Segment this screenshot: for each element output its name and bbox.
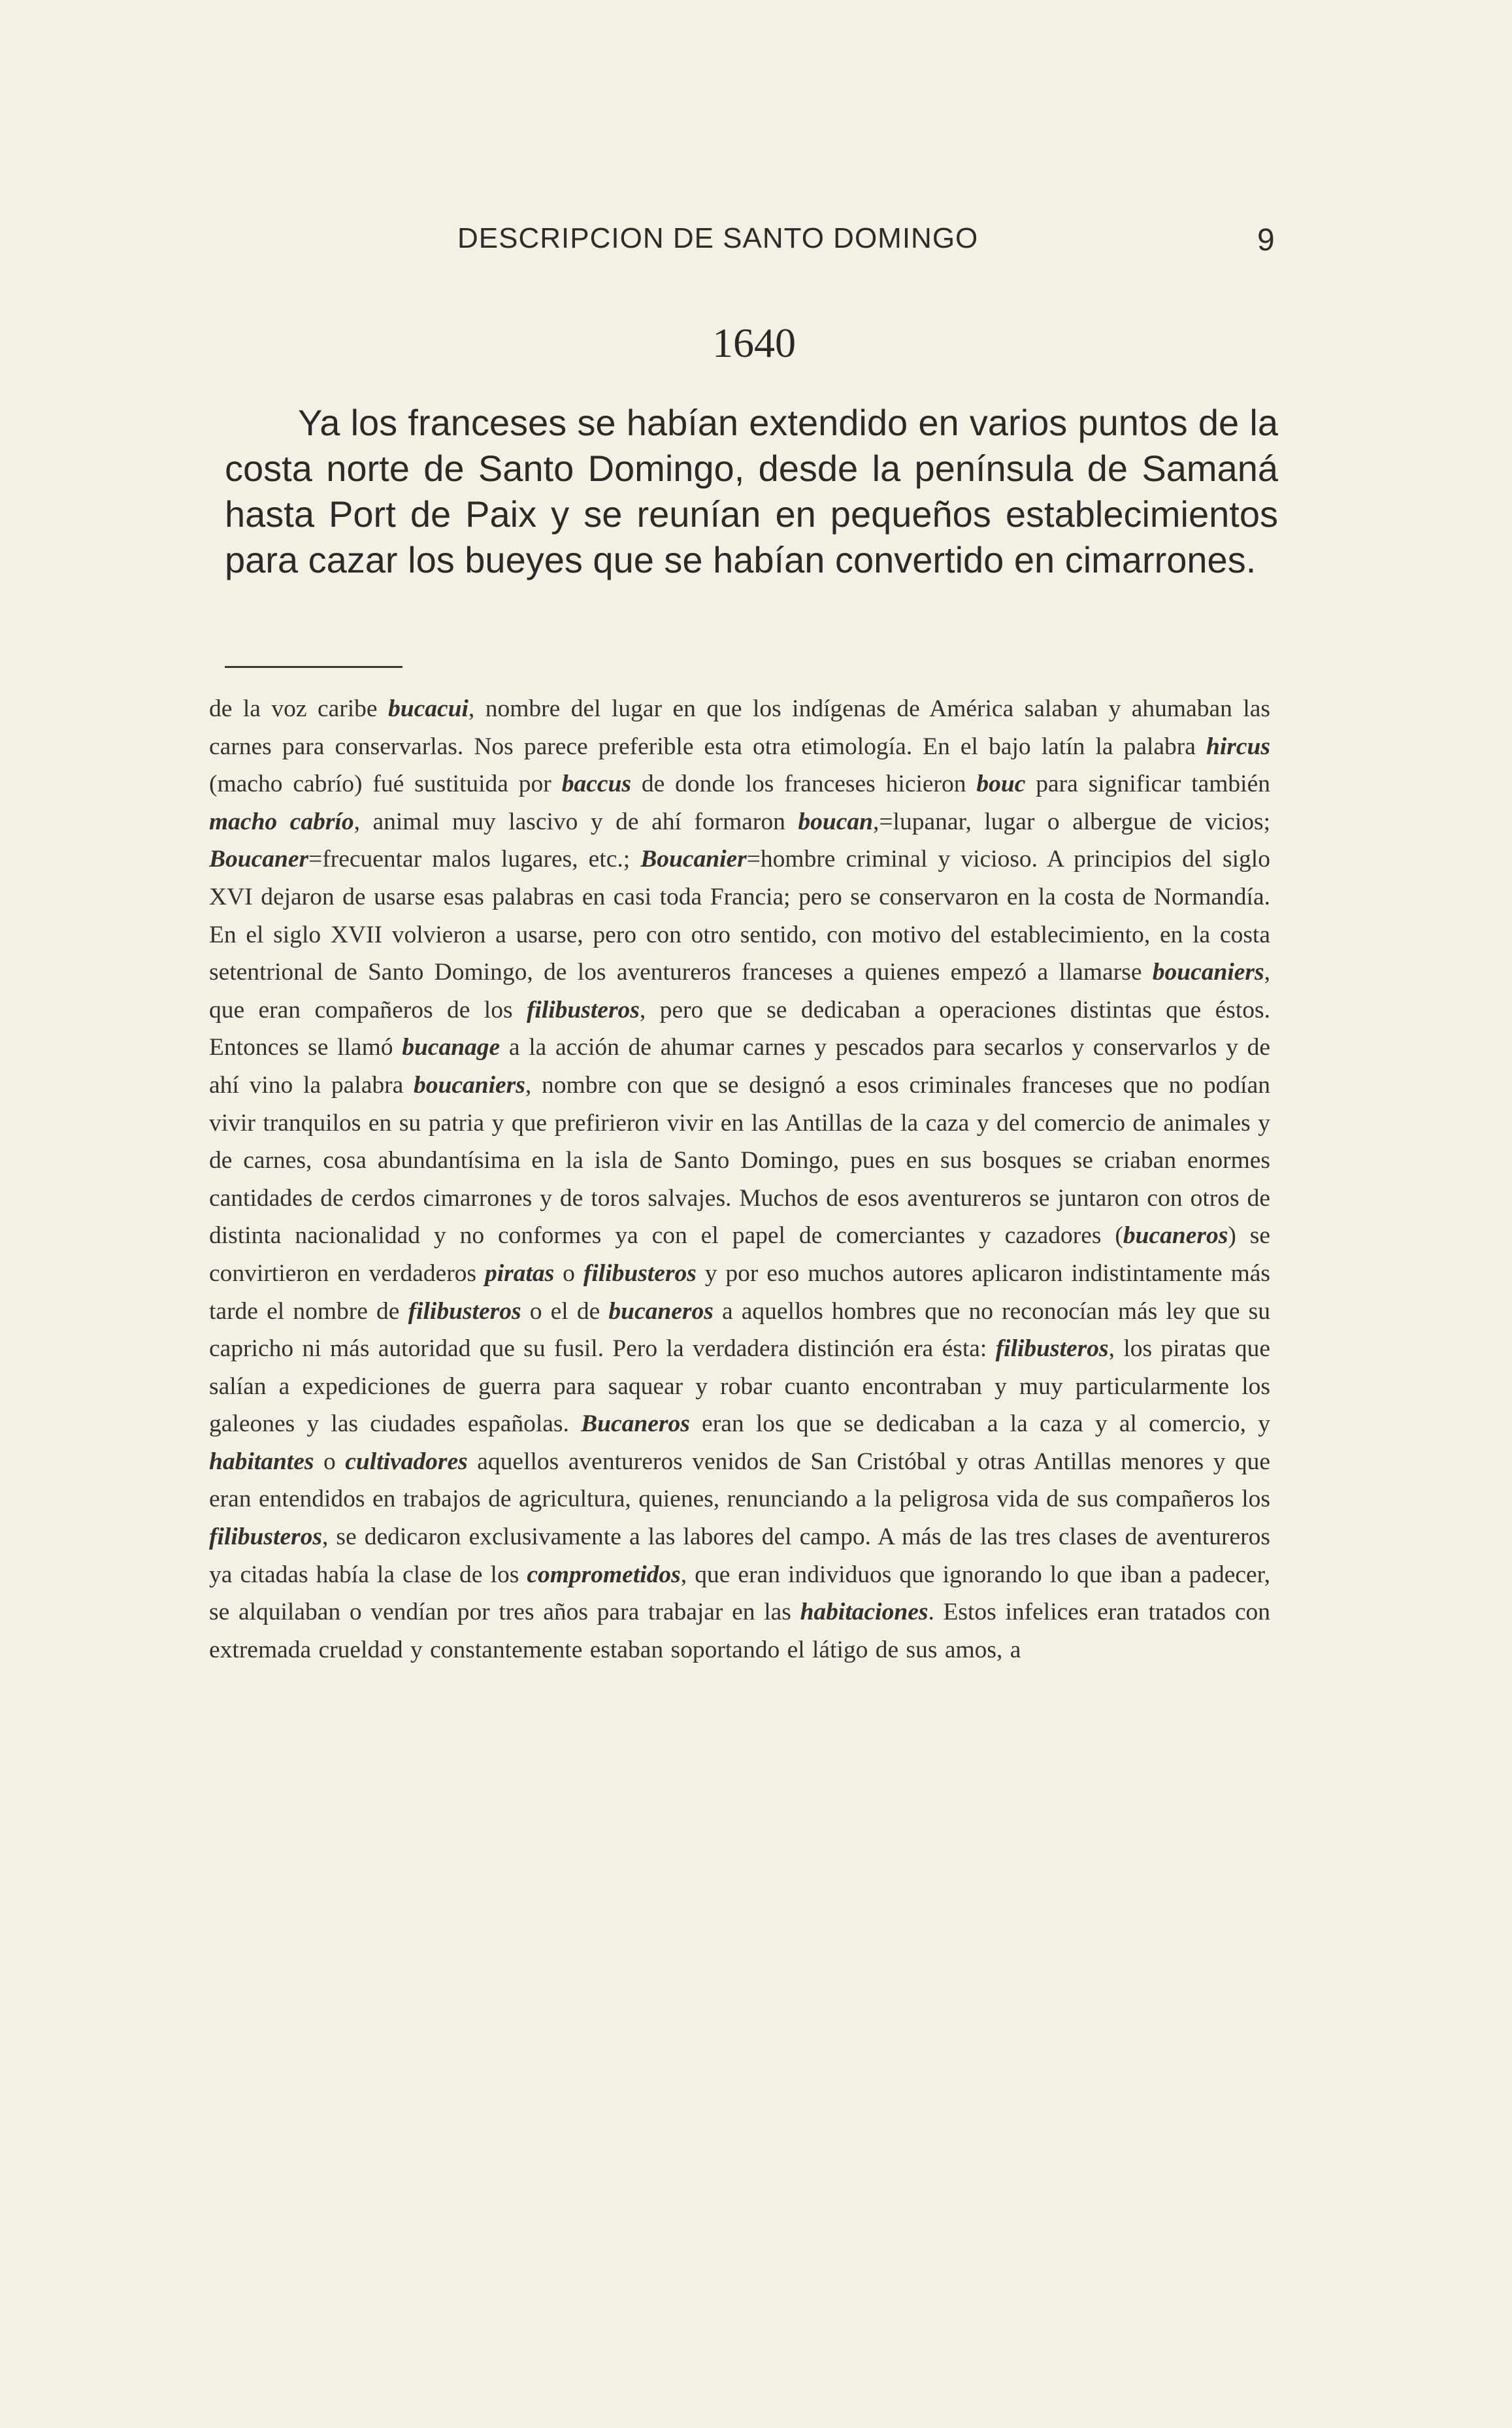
footnote-italic-term: boucaniers <box>414 1071 525 1099</box>
footnote-italic-term: filibusteros <box>583 1259 697 1287</box>
footnote-italic-term: bucaneros <box>608 1297 714 1325</box>
footnote-run: de la voz caribe <box>209 695 388 722</box>
main-paragraph: Ya los franceses se habían extendido en varios puntos de la costa norte de Santo Domingo, desde la península de Samaná hasta Port de Paix y se reunían en pequeños establecimientos para cazar los bueyes que se habían convertido en cimarrones. <box>225 402 1278 580</box>
footnote-run: eran los que se dedicaban a la caza y al comercio, y <box>689 1410 1270 1438</box>
footnote-italic-term: filibusteros <box>408 1297 521 1325</box>
footnote-run: o el de <box>521 1297 609 1325</box>
footnote-run: ,=lupanar, lugar o albergue de vicios; <box>873 808 1270 835</box>
footnote-run: o <box>554 1259 583 1287</box>
footnote-run: =frecuentar malos lugares, etc.; <box>308 846 641 873</box>
footnote-run: , los piratas que salían a expediciones de guerra para saquear y robar cuanto encontraban y muy particularmente los galeones y las ciudades españolas. <box>209 1335 1270 1438</box>
footnote-italic-term: Bucaneros <box>581 1410 690 1438</box>
running-title: DESCRIPCION DE SANTO DOMINGO <box>457 222 979 254</box>
page-number: 9 <box>1257 223 1275 258</box>
footnote-run: , animal muy lascivo y de ahí formaron <box>353 808 798 835</box>
section-year-heading: 1640 <box>712 320 796 366</box>
footnote-divider <box>225 666 403 668</box>
footnote-run: , nombre del lugar en que los indígenas de América salaban y ahumaban las carnes para conservarlas. Nos parece preferible esta otra etimología. En el bajo latín la palabra <box>209 695 1270 760</box>
footnote-run: ) se convirtieron en verdaderos <box>209 1222 1271 1287</box>
footnote-run: , pero que se dedicaban a operaciones distintas que éstos. Entonces se llamó <box>209 996 1270 1061</box>
footnote-run: aquellos aventureros venidos de San Cristóbal y otras Antillas menores y que eran entendidos en trabajos de agricultura, quienes, renunciando a la peligrosa vida de sus compañeros los <box>209 1448 1271 1513</box>
footnote-run: (macho cabrío) fué sustituida por <box>209 771 562 798</box>
footnote-run: a aquellos hombres que no reconocían más ley que su capricho ni más autoridad que su fusil. Pero la verdadera distinción era ésta: <box>209 1297 1271 1363</box>
footnote-italic-term: bucaneros <box>1123 1222 1228 1250</box>
footnote-italic-term: bucacui <box>388 695 468 722</box>
footnote-italic-term: Boucaner <box>209 846 309 873</box>
footnote-italic-term: comprometidos <box>527 1561 681 1588</box>
footnote-run: o <box>314 1448 346 1475</box>
footnote-italic-term: habitaciones <box>800 1599 929 1626</box>
footnote-run: a la acción de ahumar carnes y pescados para secarlos y conservarlos y de ahí vino la palabra <box>209 1034 1270 1099</box>
footnote-italic-term: baccus <box>561 771 631 798</box>
footnote-italic-term: hircus <box>1206 733 1270 760</box>
footnote-run: , se dedicaron exclusivamente a las labores del campo. A más de las tres clases de aventureros ya citadas había la clase de los <box>209 1523 1270 1588</box>
footnote-run: y por eso muchos autores aplicaron indistintamente más tarde el nombre de <box>209 1259 1271 1325</box>
footnote-run: de donde los franceses hicieron <box>631 771 977 798</box>
footnote-italic-term: cultivadores <box>345 1448 468 1475</box>
footnote-italic-term: habitantes <box>209 1448 314 1475</box>
footnote-run: , que eran compañeros de los <box>209 959 1270 1023</box>
footnote-italic-term: filibusteros <box>995 1335 1109 1363</box>
footnote-run: =hombre criminal y vicioso. A principios del siglo XVI dejaron de usarse esas palabras en casi toda Francia; pero se conservaron en la costa de Normandía. En el siglo XVII volvieron a usarse, pero con otro sentido, con motivo del establecimiento, en la costa setentrional de Santo Domingo, de los aventureros franceses a quienes empezó a llamarse <box>209 846 1270 986</box>
footnote-italic-term: Boucanier <box>640 846 747 873</box>
footnote-italic-term: macho cabrío <box>209 808 354 835</box>
footnote-italic-term: bucanage <box>402 1034 501 1061</box>
footnote-run: , que eran individuos que ignorando lo que iban a padecer, se alquilaban o vendían por tres años para trabajar en las <box>209 1561 1270 1626</box>
footnote-text <box>209 690 1270 1669</box>
footnote-italic-term: filibusteros <box>209 1523 322 1551</box>
footnote-run: para significar también <box>1025 771 1270 798</box>
footnote-run: . Estos infelices eran tratados con extremada crueldad y constantemente estaban soportando el látigo de sus amos, a <box>209 1599 1270 1663</box>
footnote-italic-term: filibusteros <box>526 996 640 1023</box>
footnote-italic-term: boucaniers <box>1152 959 1264 986</box>
footnote-italic-term: piratas <box>484 1259 555 1287</box>
footnote-run: , nombre con que se designó a esos criminales franceses que no podían vivir tranquilos en su patria y que prefirieron vivir en las Antillas de la caza y del comercio de animales y de carnes, cosa abundantísima en la isla de Santo Domingo, pues en sus bosques se criaban enormes cantidades de cerdos cimarrones y de toros salvajes. Muchos de esos aventureros se juntaron con otros de distinta nacionalidad y no conformes ya con el papel de comerciantes y cazadores ( <box>209 1071 1270 1250</box>
footnote-italic-term: boucan <box>798 808 874 835</box>
footnote-italic-term: bouc <box>976 771 1026 798</box>
